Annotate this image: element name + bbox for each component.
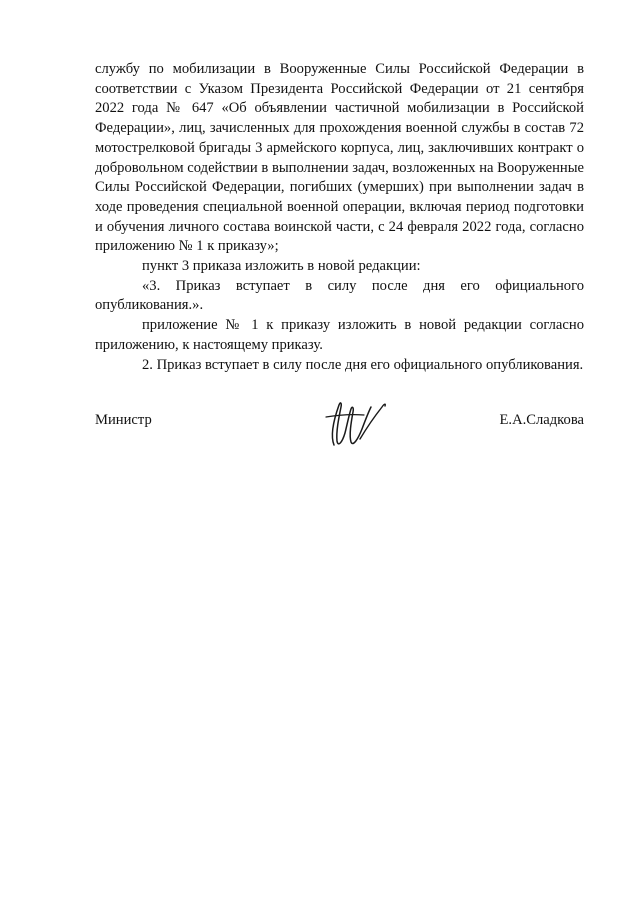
- signature-block: [95, 405, 584, 465]
- signer-name: Е.А.Сладкова: [499, 412, 584, 428]
- paragraph-continuation: службу по мобилизации в Вооруженные Силы Российской Федерации в соответствии с Указом Президента Российской Федерации от 21 сентября 2022 года № 647 «Об объявлении частичной мобилизации в Российской Федерации», лиц, зачисленных для прохождения военной службы в состав 72 мотострелковой бригады 3 армейского корпуса, лиц, заключивших контракт о добровольном содействии в выполнении задач, возложенных на Вооруженные Силы Российской Федерации, погибших (умерших) при выполнении задач в ходе проведения специальной военной операции, включая период подготовки и обучения личного состава воинской части, с 24 февраля 2022 года, согласно приложению № 1 к приказу»;: [95, 61, 584, 255]
- paragraph-point-3-intro: пункт 3 приказа изложить в новой редакции:: [142, 258, 421, 275]
- signer-position: Министр: [95, 412, 152, 428]
- paragraph-point-3-text: «3. Приказ вступает в силу после дня его официального опубликования.».: [95, 277, 584, 314]
- document-body: [95, 60, 584, 375]
- handwritten-signature-icon: [320, 395, 400, 455]
- paragraph-appendix-1: приложение № 1 к приказу изложить в новой редакции согласно приложению, к настоящему приказу.: [95, 317, 584, 353]
- paragraph-point-2: 2. Приказ вступает в силу после дня его официального опубликования.: [142, 356, 584, 373]
